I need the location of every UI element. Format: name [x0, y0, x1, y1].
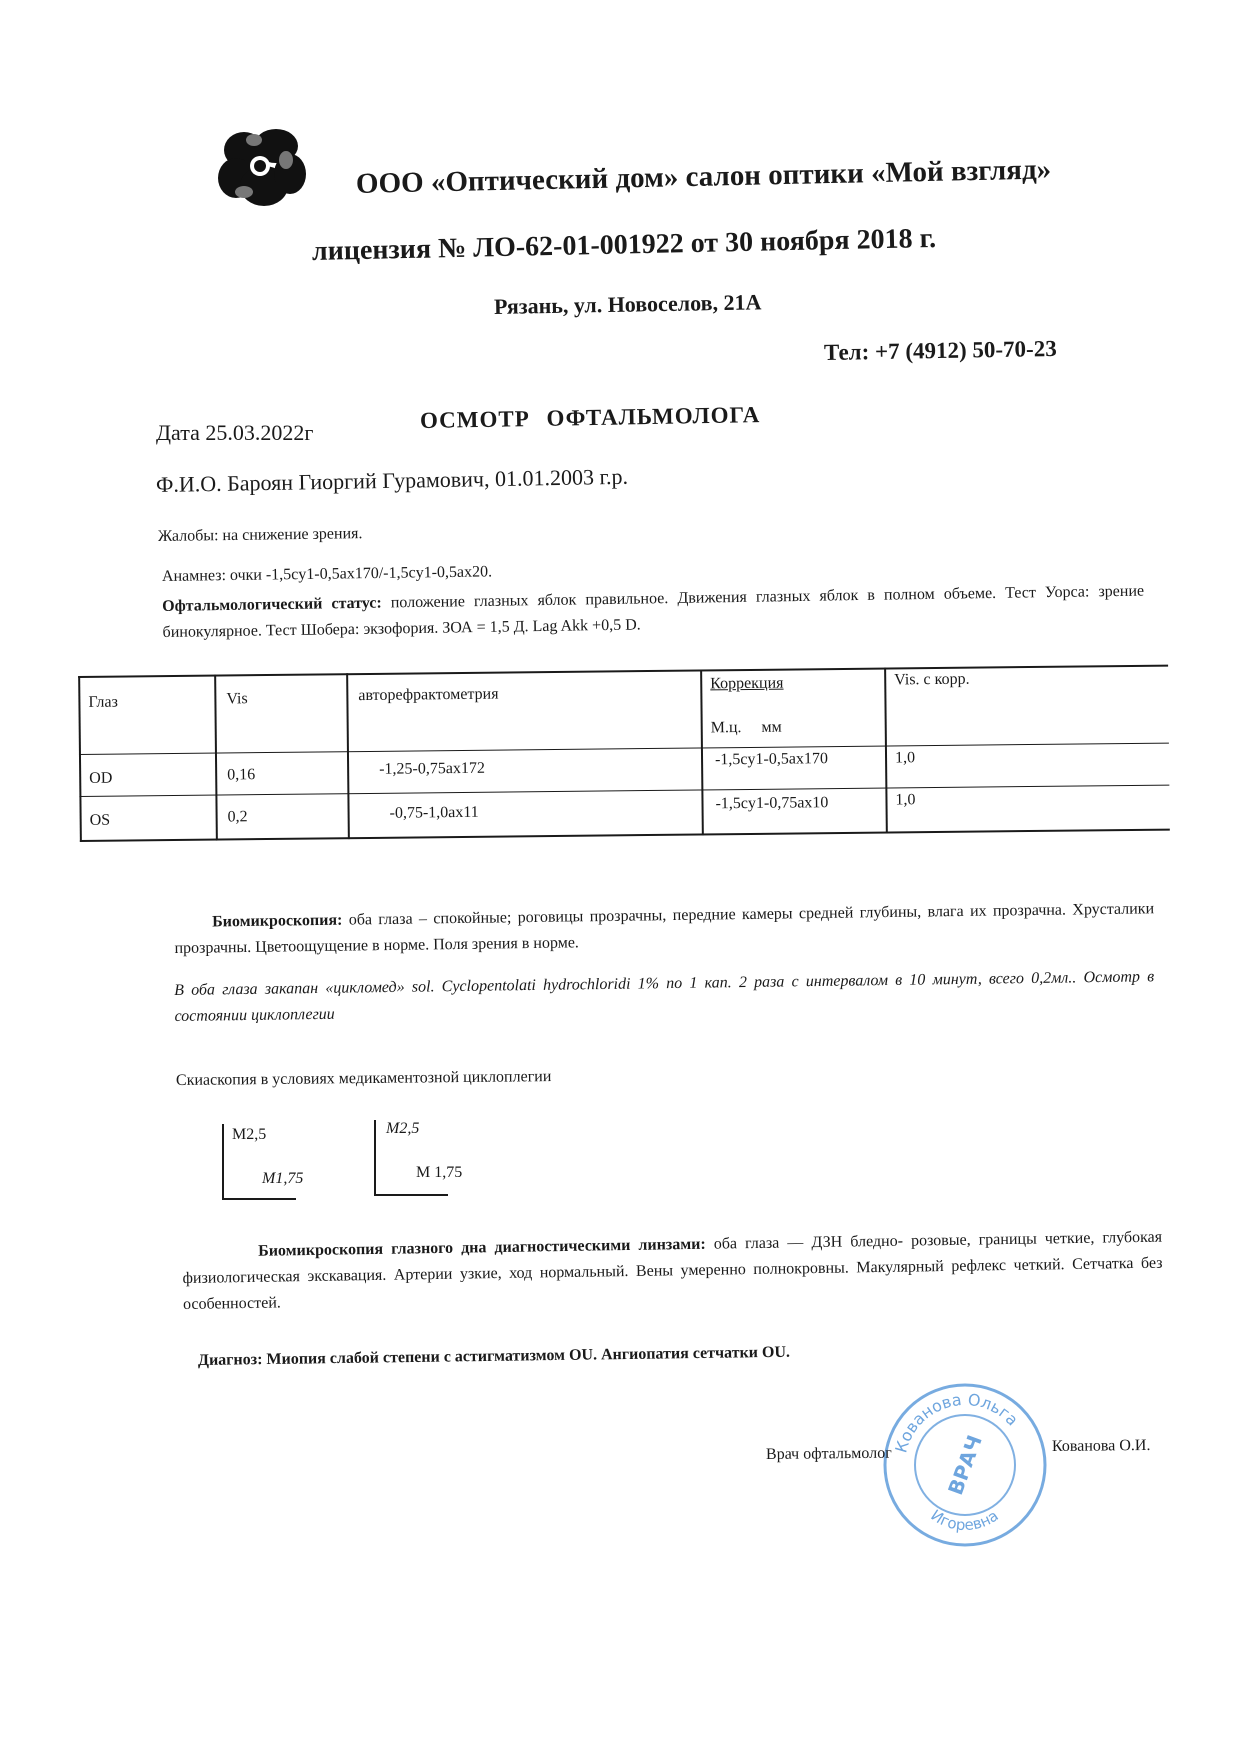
- skiascopy-od-top: М2,5: [232, 1126, 267, 1143]
- th-autoref: авторефрактометрия: [358, 685, 499, 705]
- skiascopy-os-top: М2,5: [386, 1120, 420, 1137]
- th-vis-corr: Vis. с корр.: [894, 670, 970, 689]
- row-od-correction: -1,5cy1-0,5ax170: [714, 750, 829, 769]
- skiascopy-od-vline: [222, 1124, 224, 1200]
- skiascopy-od-bottom: М1,75: [262, 1170, 304, 1187]
- biomicroscopy-text: оба глаза – спокойные; роговицы прозрачны, передние камеры средней глубины, влага их прозрачна. Хрусталики прозрачны. Цветоощущение в норме. Поля зрения в норме.: [174, 900, 1155, 957]
- doctor-role: Врач офтальмолог: [765, 1444, 892, 1463]
- row-os-eye: OS: [89, 811, 111, 829]
- stamp-text-center: ВРАЧ: [943, 1431, 987, 1499]
- stamp-text-bottom: Игоревна: [927, 1505, 1002, 1535]
- ophthalmic-status: [162, 579, 1145, 646]
- row-os-correction: -1,5cy1-0,75ax10: [715, 794, 829, 813]
- skiascopy-title: Скиаскопия в условиях медикаментозной циклоплегии: [175, 1068, 552, 1089]
- table-col-divider: [214, 675, 218, 841]
- skiascopy-od-hline: [222, 1198, 296, 1200]
- row-os-autoref: -0,75-1,0ax11: [389, 803, 479, 822]
- th-correction: Коррекция: [710, 674, 784, 693]
- license-line: лицензия № ЛО-62-01-001922 от 30 ноября 2018 г.: [311, 222, 937, 267]
- row-od-autoref: -1,25-0,75ax172: [379, 759, 485, 778]
- table-col-divider: [700, 669, 704, 835]
- svg-text:Кованова Ольга: [891, 1390, 1022, 1455]
- anamnesis: Анамнез: очки -1,5cy1-0,5ax170/-1,5cy1-0,5ax20.: [161, 563, 493, 585]
- table-border-bottom: [80, 829, 1170, 842]
- table-border-top: [78, 665, 1168, 678]
- fundus-text: оба глаза — ДЗН бледно- розовые, границы четкие, глубокая физиологическая экскавация. Артерии узкие, ход нормальный. Вены умеренно полнокровны. Макулярный рефлекс четкий. Сетчатка без особенностей.: [182, 1228, 1163, 1313]
- diagnosis: Диагноз: Миопия слабой степени с астигматизмом OU. Ангиопатия сетчатки OU.: [197, 1343, 791, 1369]
- refraction-table: [78, 651, 1170, 882]
- row-os-vis: 0,2: [227, 808, 248, 826]
- doctor-stamp: [880, 1380, 1050, 1550]
- table-col-divider: [346, 673, 350, 839]
- table-border-left: [78, 676, 82, 842]
- doctor-name: Кованова О.И.: [1051, 1436, 1151, 1455]
- complaints: Жалобы: на снижение зрения.: [157, 525, 363, 545]
- table-row-divider: [79, 743, 1169, 755]
- row-od-vis: 0,16: [227, 766, 256, 784]
- biomicroscopy-label: Биомикроскопия:: [212, 911, 343, 931]
- company-name: ООО «Оптический дом» салон оптики «Мой взгляд»: [355, 153, 1052, 200]
- table-col-divider: [884, 668, 888, 834]
- row-od-eye: OD: [89, 769, 113, 787]
- stamp-text-top: Кованова Ольга: [891, 1389, 1023, 1455]
- th-correction-sub: М.ц. мм: [710, 718, 782, 737]
- svg-text:Игоревна: [928, 1506, 1002, 1534]
- address-line: Рязань, ул. Новоселов, 21А: [493, 289, 762, 319]
- table-row-divider: [79, 785, 1169, 797]
- status-label: Офтальмологический статус:: [162, 594, 382, 615]
- fundus-exam: [182, 1225, 1163, 1318]
- row-od-vis-corr: 1,0: [894, 749, 916, 767]
- exam-date: Дата 25.03.2022г: [156, 420, 314, 445]
- th-eye: Глаз: [88, 693, 118, 711]
- skiascopy-os-hline: [374, 1194, 448, 1196]
- status-text: положение глазных яблок правильное. Движения глазных яблок в полном объеме. Тест Уорса: зрение бинокулярное. Тест Шобера: экзофория. ЗОА = 1,5 Д. Lag Akk +0,5 D.: [162, 582, 1145, 641]
- company-logo: [214, 120, 310, 212]
- th-vis: Vis: [226, 690, 248, 708]
- skiascopy-os-vline: [374, 1120, 376, 1196]
- skiascopy-os-bottom: М 1,75: [416, 1164, 463, 1181]
- biomicroscopy: [174, 896, 1155, 962]
- document-title: ОСМОТР ОФТАЛЬМОЛОГА: [419, 402, 761, 433]
- row-os-vis-corr: 1,0: [895, 791, 916, 809]
- patient-name: Ф.И.О. Бароян Гиоргий Гурамович, 01.01.2003 г.р.: [155, 463, 629, 497]
- fundus-label: Биомикроскопия глазного дна диагностическими линзами:: [258, 1235, 706, 1260]
- cycloplegia-note: В оба глаза закапан «цикломед» sol. Cyclopentolati hydrochloridi 1% по 1 кап. 2 раза с интервалом в 10 минут, всего 0,2мл.. Осмотр в состоянии циклоплегии: [174, 968, 1155, 1025]
- phone-line: Тел: +7 (4912) 50-70-23: [823, 335, 1057, 365]
